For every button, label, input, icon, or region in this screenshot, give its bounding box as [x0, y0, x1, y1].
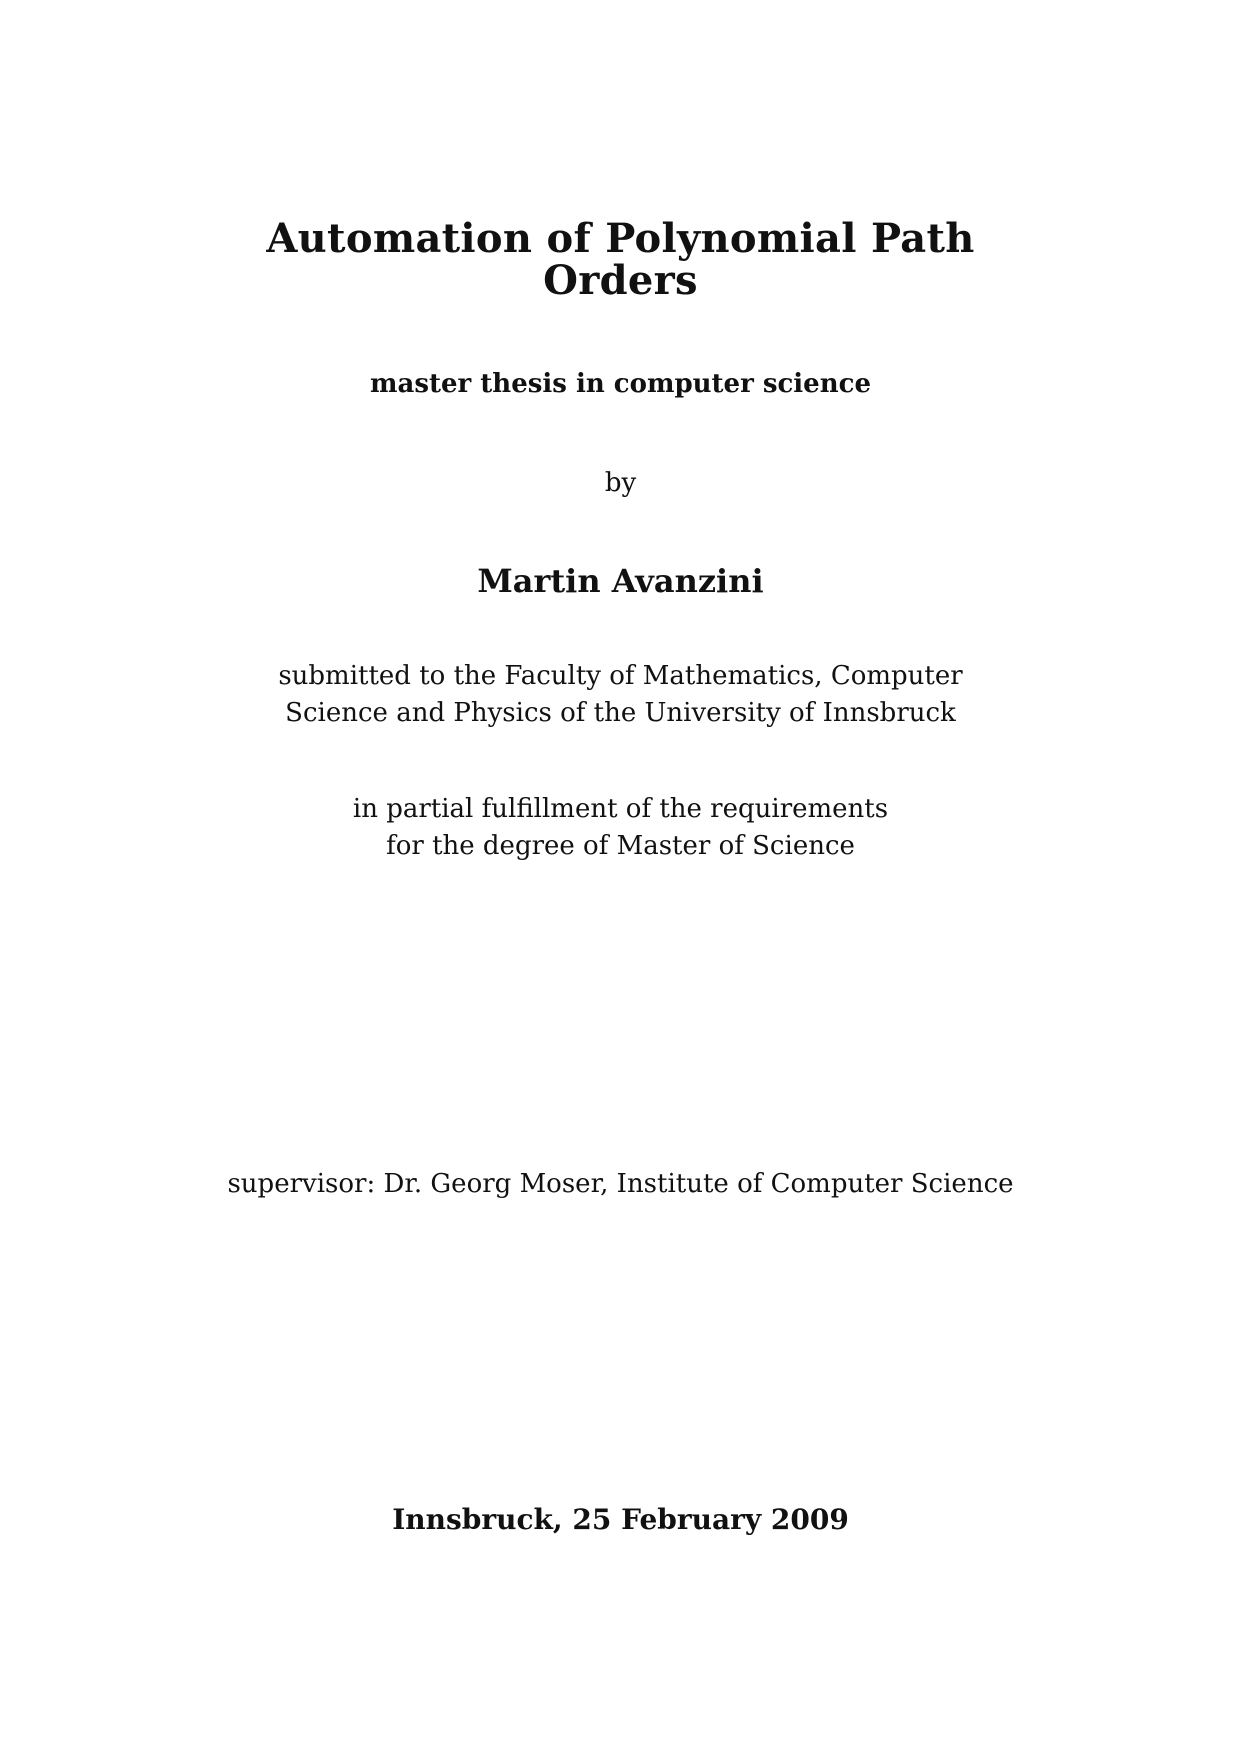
- degree-line-2: for the degree of Master of Science: [386, 831, 855, 861]
- place-and-date: Innsbruck, 25 February 2009: [392, 1503, 849, 1536]
- supervisor-line: supervisor: Dr. Georg Moser, Institute of Computer Science: [227, 1169, 1014, 1199]
- thesis-title-line-2: Orders: [543, 257, 698, 304]
- degree-line-1: in partial fulfillment of the requirements: [352, 794, 889, 824]
- degree-statement: [0, 791, 1241, 865]
- submission-line-2: Science and Physics of the University of Innsbruck: [285, 698, 956, 728]
- thesis-subtitle: master thesis in computer science: [369, 369, 872, 399]
- thesis-title-line-1: Automation of Polynomial Path: [266, 215, 975, 262]
- thesis-title: [0, 215, 1241, 304]
- by-label: by: [604, 468, 637, 498]
- submission-statement: [0, 658, 1241, 732]
- author-name: Martin Avanzini: [477, 562, 764, 600]
- submission-line-1: submitted to the Faculty of Mathematics, Computer: [278, 661, 963, 691]
